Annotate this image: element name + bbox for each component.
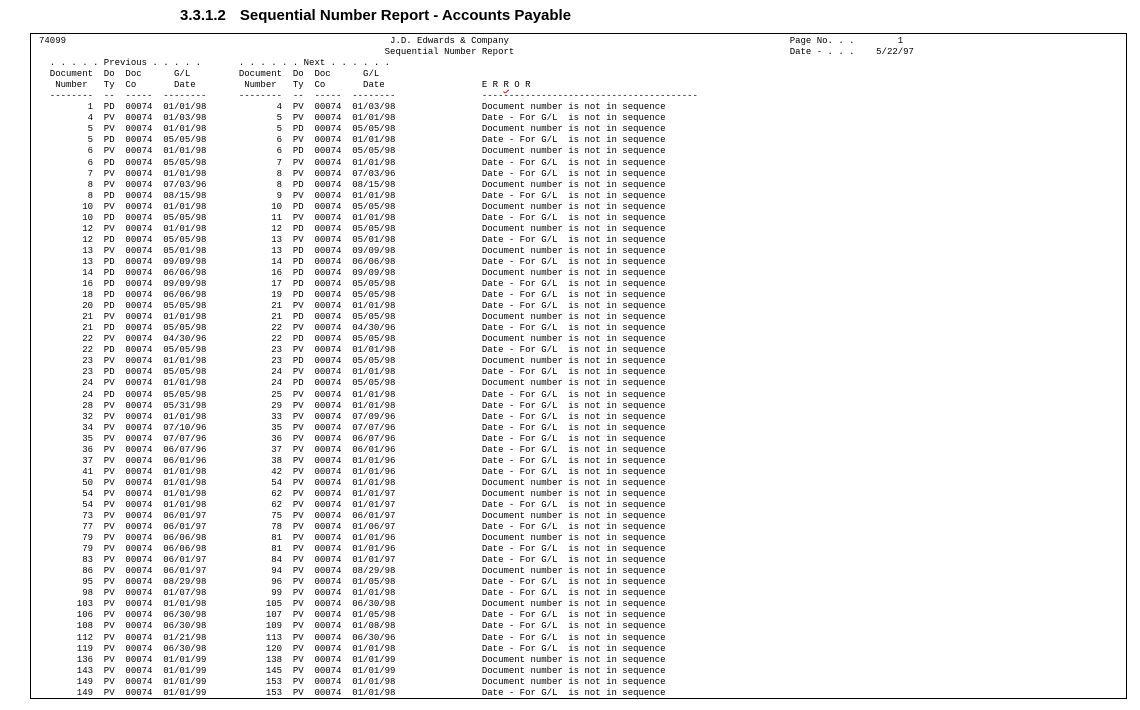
report-row: 6 PD 00074 05/05/98 7 PV 00074 01/01/98 Date - For G/L is not in sequence [39, 157, 958, 168]
report-row: 106 PV 00074 06/30/98 107 PV 00074 01/05/98 Date - For G/L is not in sequence [39, 610, 958, 621]
report-row: 32 PV 00074 01/01/98 33 PV 00074 07/09/96 Date - For G/L is not in sequence [39, 411, 958, 422]
report-row: 73 PV 00074 06/01/97 75 PV 00074 06/01/97 Document number is not in sequence [39, 511, 958, 522]
report-row: 54 PV 00074 01/01/98 62 PV 00074 01/01/97 Date - For G/L is not in sequence [39, 499, 958, 510]
error-label: E R [481, 80, 504, 91]
column-caption-line: . . . . . Previous . . . . . . . . . . . Next . . . . . . [39, 58, 958, 69]
report-row: 23 PV 00074 01/01/98 23 PD 00074 05/05/98 Document number is not in sequence [39, 356, 958, 367]
report-row: 95 PV 00074 08/29/98 96 PV 00074 01/05/98 Date - For G/L is not in sequence [39, 577, 958, 588]
report-row: 34 PV 00074 07/10/96 35 PV 00074 07/07/96 Date - For G/L is not in sequence [39, 422, 958, 433]
report-row: 22 PV 00074 04/30/96 22 PD 00074 05/05/98 Document number is not in sequence [39, 334, 958, 345]
report-row: 79 PV 00074 06/06/98 81 PV 00074 01/01/96 Document number is not in sequence [39, 533, 958, 544]
report-row: 54 PV 00074 01/01/98 62 PV 00074 01/01/97 Document number is not in sequence [39, 488, 958, 499]
report-row: 86 PV 00074 06/01/97 94 PV 00074 08/29/98 Document number is not in sequence [39, 566, 958, 577]
report-row: 35 PV 00074 07/07/96 36 PV 00074 06/07/96 Date - For G/L is not in sequence [39, 433, 958, 444]
column-header-line-2: Number Ty Co Date Number Ty Co Date E R R O R [39, 80, 531, 91]
report-row: 149 PV 00074 01/01/99 153 PV 00074 01/01/98 Document number is not in sequence [39, 676, 958, 687]
report-row: 12 PV 00074 01/01/98 12 PD 00074 05/05/98 Document number is not in sequence [39, 223, 958, 234]
report-row: 5 PD 00074 05/05/98 6 PV 00074 01/01/98 Date - For G/L is not in sequence [39, 135, 958, 146]
report-row: 20 PD 00074 05/05/98 21 PV 00074 01/01/98 Date - For G/L is not in sequence [39, 301, 958, 312]
report-row: 10 PD 00074 05/05/98 11 PV 00074 01/01/98 Date - For G/L is not in sequence [39, 212, 958, 223]
section-title: Sequential Number Report - Accounts Payable [239, 7, 572, 24]
section-number: 3.3.1.2 [180, 7, 226, 24]
report-row: 24 PD 00074 05/05/98 25 PV 00074 01/01/98 Date - For G/L is not in sequence [39, 389, 958, 400]
report-row: 112 PV 00074 01/21/98 113 PV 00074 06/30/96 Date - For G/L is not in sequence [39, 632, 958, 643]
report-row: 14 PD 00074 06/06/98 16 PD 00074 09/09/98 Document number is not in sequence [39, 267, 958, 278]
report-row: 37 PV 00074 06/01/96 38 PV 00074 01/01/96 Date - For G/L is not in sequence [39, 455, 958, 466]
report-row: 24 PV 00074 01/01/98 24 PD 00074 05/05/98 Document number is not in sequence [39, 378, 958, 389]
report-row: 22 PD 00074 05/05/98 23 PV 00074 01/01/98 Date - For G/L is not in sequence [39, 345, 958, 356]
report-row: 50 PV 00074 01/01/98 54 PV 00074 01/01/98 Document number is not in sequence [39, 477, 958, 488]
page-title [180, 7, 571, 24]
report-row: 108 PV 00074 06/30/98 109 PV 00074 01/08/98 Date - For G/L is not in sequence [39, 621, 958, 632]
report-row: 6 PV 00074 01/01/98 6 PD 00074 05/05/98 Document number is not in sequence [39, 146, 958, 157]
report-row: 8 PD 00074 08/15/98 9 PV 00074 01/01/98 Date - For G/L is not in sequence [39, 190, 958, 201]
column-header-line-1: Document Do Doc G/L Document Do Doc G/L [39, 69, 958, 80]
report-row: 10 PV 00074 01/01/98 10 PD 00074 05/05/98 Document number is not in sequence [39, 201, 958, 212]
report-row: 23 PD 00074 05/05/98 24 PV 00074 01/01/98 Date - For G/L is not in sequence [39, 367, 958, 378]
report-row: 8 PV 00074 07/03/96 8 PD 00074 08/15/98 Document number is not in sequence [39, 179, 958, 190]
report-frame [30, 33, 1127, 699]
report-row: 21 PD 00074 05/05/98 22 PV 00074 04/30/96 Date - For G/L is not in sequence [39, 323, 958, 334]
report-row: 36 PV 00074 06/07/96 37 PV 00074 06/01/96 Date - For G/L is not in sequence [39, 444, 958, 455]
report-row: 7 PV 00074 01/01/98 8 PV 00074 07/03/96 Date - For G/L is not in sequence [39, 168, 958, 179]
report-row: 16 PD 00074 09/09/98 17 PD 00074 05/05/98 Date - For G/L is not in sequence [39, 279, 958, 290]
report-row: 119 PV 00074 06/30/98 120 PV 00074 01/01/98 Date - For G/L is not in sequence [39, 643, 958, 654]
report-row: 28 PV 00074 05/31/98 29 PV 00074 01/01/98 Date - For G/L is not in sequence [39, 400, 958, 411]
report-row: 21 PV 00074 01/01/98 21 PD 00074 05/05/98 Document number is not in sequence [39, 312, 958, 323]
report-row: 103 PV 00074 01/01/98 105 PV 00074 06/30/98 Document number is not in sequence [39, 599, 958, 610]
report-row: 18 PD 00074 06/06/98 19 PD 00074 05/05/98 Date - For G/L is not in sequence [39, 290, 958, 301]
report-row: 83 PV 00074 06/01/97 84 PV 00074 01/01/97 Date - For G/L is not in sequence [39, 555, 958, 566]
report-row: 4 PV 00074 01/03/98 5 PV 00074 01/01/98 Date - For G/L is not in sequence [39, 113, 958, 124]
report-title-line: 74099 J.D. Edwards & Company Page No. . . 1 [39, 36, 958, 46]
report-row: 13 PD 00074 09/09/98 14 PD 00074 06/06/98 Date - For G/L is not in sequence [39, 256, 958, 267]
error-label: O R [508, 80, 531, 91]
report-row: 13 PV 00074 05/01/98 13 PD 00074 09/09/98 Document number is not in sequence [39, 245, 958, 256]
report-row: 12 PD 00074 05/05/98 13 PV 00074 05/01/98 Date - For G/L is not in sequence [39, 234, 958, 245]
report-row: 77 PV 00074 06/01/97 78 PV 00074 01/06/97 Date - For G/L is not in sequence [39, 522, 958, 533]
column-underline-line: -------- -- ----- -------- -------- -- ----- -------- ---------------------------------------- [39, 91, 958, 102]
report-row: 149 PV 00074 01/01/99 153 PV 00074 01/01/98 Date - For G/L is not in sequence [39, 687, 958, 698]
report-subtitle-line: Sequential Number Report Date - . . . 5/22/97 [39, 47, 958, 58]
report-row: 98 PV 00074 01/07/98 99 PV 00074 01/01/98 Date - For G/L is not in sequence [39, 588, 958, 599]
error-label-misspell-squiggle: R [503, 80, 509, 91]
report-body [39, 36, 957, 699]
report-row: 136 PV 00074 01/01/99 138 PV 00074 01/01/99 Document number is not in sequence [39, 654, 958, 665]
report-row: 5 PV 00074 01/01/98 5 PD 00074 05/05/98 Document number is not in sequence [39, 124, 958, 135]
report-row: 41 PV 00074 01/01/98 42 PV 00074 01/01/96 Date - For G/L is not in sequence [39, 466, 958, 477]
report-row: 1 PD 00074 01/01/98 4 PV 00074 01/03/98 Document number is not in sequence [39, 102, 958, 113]
report-row: 143 PV 00074 01/01/99 145 PV 00074 01/01/99 Document number is not in sequence [39, 665, 958, 676]
report-row: 79 PV 00074 06/06/98 81 PV 00074 01/01/96 Date - For G/L is not in sequence [39, 544, 958, 555]
